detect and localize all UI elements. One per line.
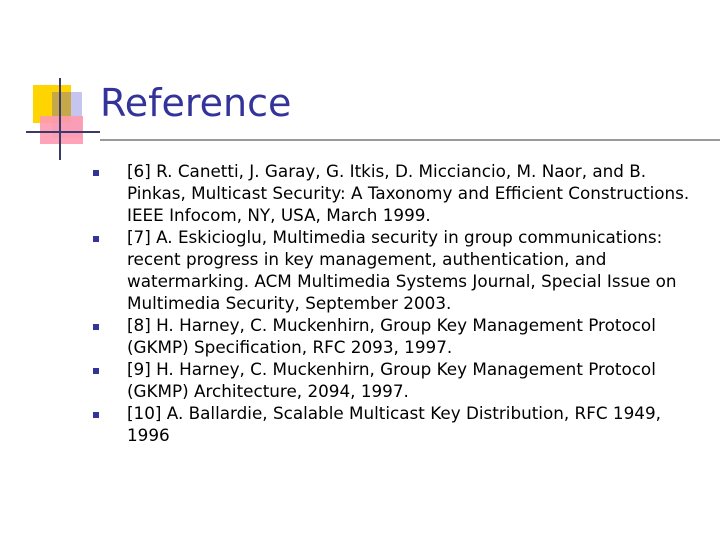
reference-text: [6] R. Canetti, J. Garay, G. Itkis, D. Micciancio, M. Naor, and B. Pinkas, Multicast Security: A Taxonomy and Efficient Constructions. IEEE Infocom, NY, USA, March 1999. bbox=[127, 161, 690, 225]
list-item bbox=[90, 314, 700, 358]
reference-text: [10] A. Ballardie, Scalable Multicast Key Distribution, RFC 1949, 1996 bbox=[127, 403, 661, 445]
list-item bbox=[90, 226, 700, 314]
square-bullet-icon bbox=[93, 368, 99, 374]
reference-list bbox=[90, 160, 700, 446]
square-bullet-icon bbox=[93, 170, 99, 176]
slide-title: Reference bbox=[100, 81, 292, 125]
square-bullet-icon bbox=[93, 412, 99, 418]
square-bullet-icon bbox=[93, 324, 99, 330]
reference-text: [7] A. Eskicioglu, Multimedia security in group communications: recent progress in key management, authentication, and watermarking. ACM Multimedia Systems Journal, Special Issue on Multimedia Security, September 2003. bbox=[127, 227, 677, 313]
decorative-red-square bbox=[40, 116, 83, 144]
list-item bbox=[90, 358, 700, 402]
decorative-horizontal-line bbox=[26, 131, 100, 133]
title-divider bbox=[100, 139, 720, 141]
reference-text: [9] H. Harney, C. Muckenhirn, Group Key Management Protocol (GKMP) Architecture, 2094, 1997. bbox=[127, 359, 656, 401]
list-item bbox=[90, 160, 700, 226]
list-item bbox=[90, 402, 700, 446]
square-bullet-icon bbox=[93, 236, 99, 242]
reference-text: [8] H. Harney, C. Muckenhirn, Group Key Management Protocol (GKMP) Specification, RFC 2093, 1997. bbox=[127, 315, 656, 357]
decorative-vertical-line bbox=[59, 78, 61, 160]
